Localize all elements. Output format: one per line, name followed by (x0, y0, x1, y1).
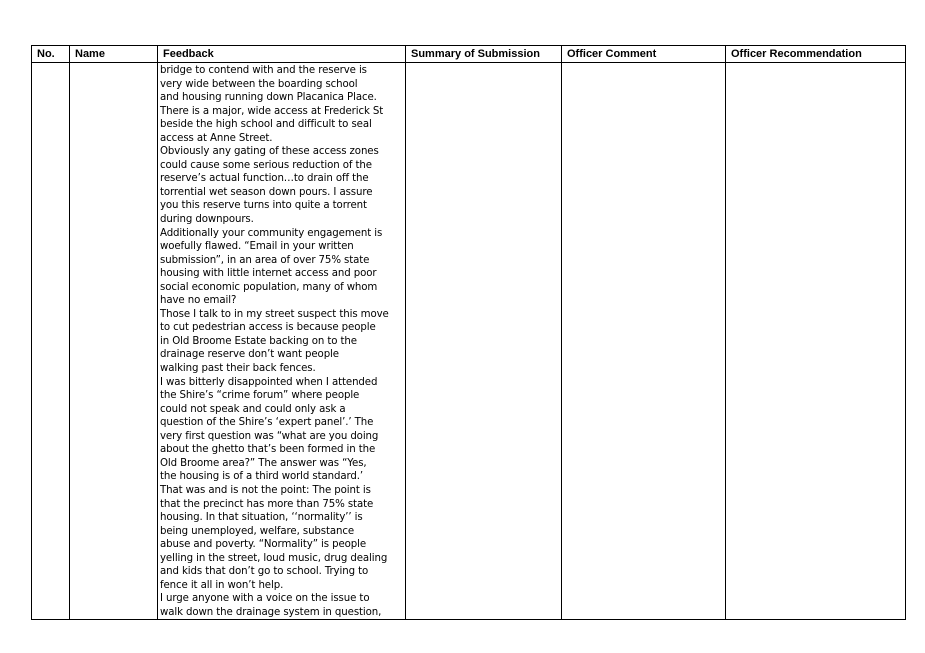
cell-no (32, 63, 70, 620)
cell-summary-of-submission (406, 63, 562, 620)
cell-name (70, 63, 158, 620)
cell-feedback (158, 63, 406, 620)
table-header-row (32, 46, 906, 63)
cell-officer-comment (562, 63, 726, 620)
submissions-table-container (31, 45, 905, 620)
feedback-paragraph-4: Those I talk to in my street suspect this move to cut pedestrian access is because people in Old Broome Estate backing on to the drainage reserve don’t want people walking past their back fences. (160, 308, 389, 375)
cell-officer-recommendation (726, 63, 906, 620)
feedback-paragraph-3: Additionally your community engagement is woefully flawed. “Email in your written submission”, in an area of over 75% state housing with little internet access and poor social economic population, many of whom have no email? (160, 227, 383, 307)
feedback-paragraph-2: Obviously any gating of these access zones could cause some serious reduction of the reserve’s actual function…to drain off the torrential wet season down pours. I assure you this reserve turns into quite a torrent during downpours. (160, 146, 379, 226)
header-no: No. (32, 46, 70, 63)
header-summary-of-submission: Summary of Submission (406, 46, 562, 63)
table-row (32, 63, 906, 620)
header-officer-recommendation: Officer Recommendation (726, 46, 906, 63)
feedback-paragraph-5: I was bitterly disappointed when I attended the Shire’s “crime forum” where people could not speak and could only ask a question of the Shire’s ‘expert panel’.’ The very first question was “what are you doing about the ghetto that’s been formed in the Old Broome area?” The answer was “Yes, the housing is of a third world standard.’ (160, 376, 379, 483)
feedback-paragraph-7: I urge anyone with a voice on the issue to walk down the drainage system in question, (160, 593, 382, 618)
submissions-table (31, 45, 906, 620)
header-feedback: Feedback (158, 46, 406, 63)
header-officer-comment: Officer Comment (562, 46, 726, 63)
feedback-paragraph-1: bridge to contend with and the reserve is very wide between the boarding school and housing running down Placanica Place. There is a major, wide access at Frederick St beside the high school and difficult to seal access at Anne Street. (160, 65, 384, 144)
header-name: Name (70, 46, 158, 63)
feedback-paragraph-6: That was and is not the point: The point is that the precinct has more than 75% state housing. In that situation, ‘‘normality’’ is being unemployed, welfare, substance abuse and poverty. “Normality” is people yelling in the street, loud music, drug dealing and kids that don’t go to school. Trying to fence it all in won’t help. (160, 484, 388, 591)
